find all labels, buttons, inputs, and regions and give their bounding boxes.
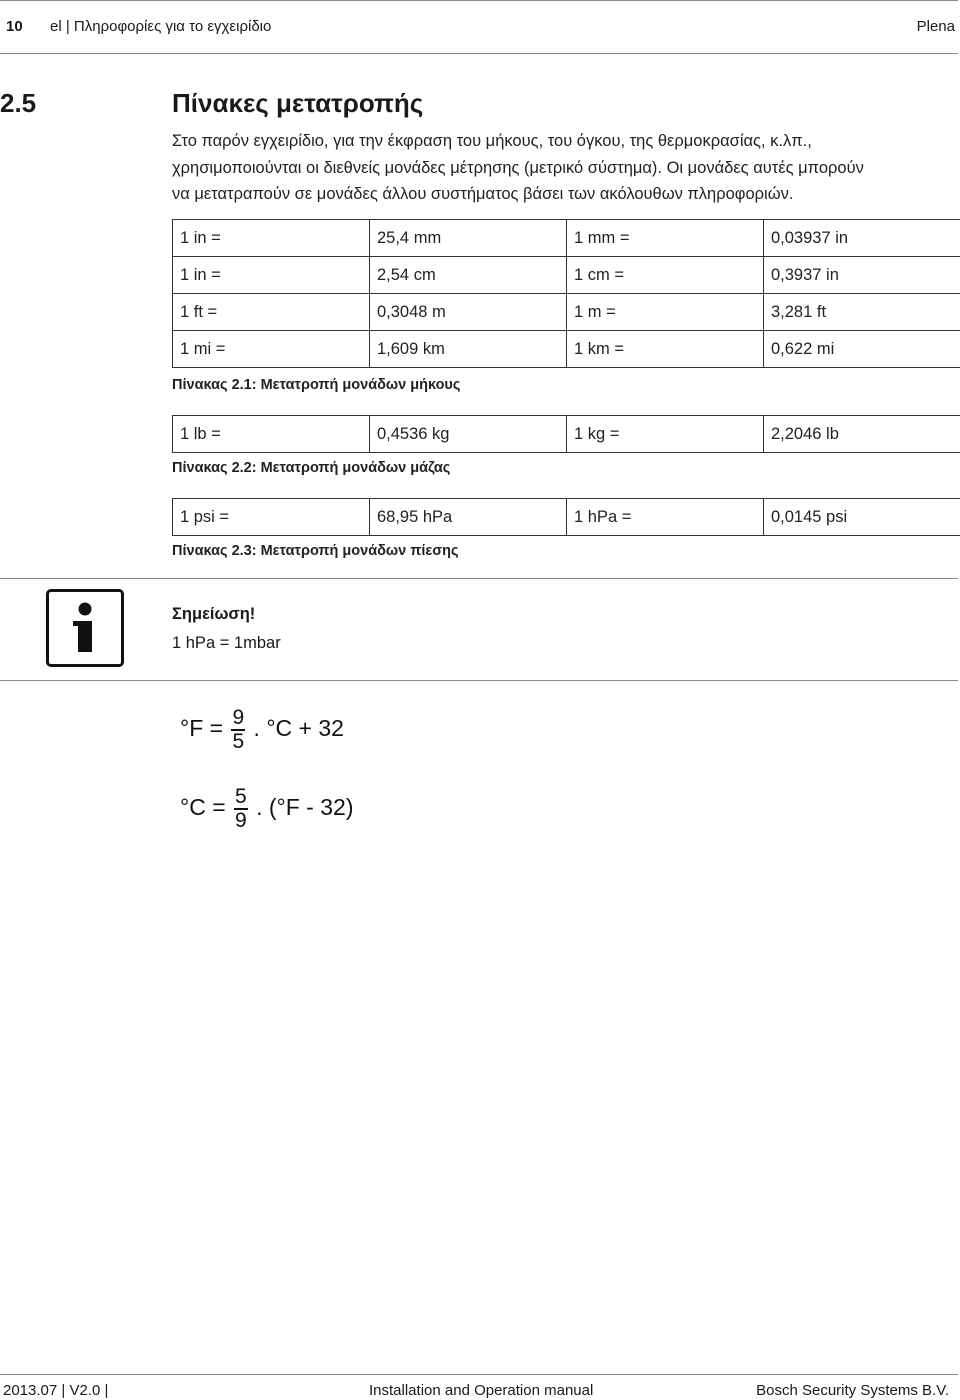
table-row	[173, 220, 960, 257]
table-cell: 1 in =	[173, 220, 370, 257]
table-cell: 2,54 cm	[370, 257, 567, 294]
table-row	[173, 416, 960, 453]
formula-lhs: °F =	[180, 715, 224, 742]
page-number: 10	[6, 18, 23, 35]
table-cell: 25,4 mm	[370, 220, 567, 257]
table-cell: 0,3048 m	[370, 294, 567, 331]
fraction-numerator: 5	[235, 785, 247, 808]
section-title: Πίνακες μετατροπής	[172, 88, 424, 118]
formula-lhs: °C =	[180, 794, 226, 821]
formula-rhs: . °C + 32	[253, 715, 344, 742]
table-cell: 0,622 mi	[764, 331, 960, 368]
note-text: 1 hPa = 1mbar	[172, 634, 281, 652]
mass-conversion-table	[172, 415, 960, 453]
header-divider	[0, 53, 958, 54]
formula-fraction	[231, 707, 245, 753]
intro-line: χρησιμοποιούνται οι διεθνείς μονάδες μέτρησης (μετρικό σύστημα). Οι μονάδες αυτές μπορούν	[172, 158, 864, 177]
table-cell: 1 kg =	[567, 416, 764, 453]
intro-paragraph	[172, 128, 952, 208]
footer-divider	[0, 1374, 958, 1375]
table-row	[173, 499, 960, 536]
footer-center: Installation and Operation manual	[369, 1382, 594, 1399]
table-cell: 1 in =	[173, 257, 370, 294]
table-cell: 1 m =	[567, 294, 764, 331]
section-number: 2.5	[0, 88, 37, 118]
pressure-conversion-table	[172, 498, 960, 536]
celsius-formula	[180, 786, 353, 832]
length-conversion-table	[172, 219, 960, 368]
footer-right: Bosch Security Systems B.V.	[756, 1382, 949, 1399]
intro-line: Στο παρόν εγχειρίδιο, για την έκφραση του μήκους, του όγκου, της θερμοκρασίας, κ.λπ.,	[172, 132, 812, 150]
note-title: Σημείωση!	[172, 605, 256, 623]
table-caption: Πίνακας 2.1: Μετατροπή μονάδων μήκους	[172, 377, 461, 393]
table-cell: 0,0145 psi	[764, 499, 960, 536]
table-cell: 0,3937 in	[764, 257, 960, 294]
footer-left: 2013.07 | V2.0 |	[3, 1382, 109, 1399]
formula-fraction	[234, 786, 248, 832]
formula-rhs: . (°F - 32)	[256, 794, 354, 821]
intro-line: να μετατραπούν σε μονάδες άλλου συστήματος βάσει των ακόλουθων πληροφοριών.	[172, 185, 794, 204]
table-cell: 1 ft =	[173, 294, 370, 331]
fraction-denominator: 9	[235, 809, 247, 832]
table-cell: 1 hPa =	[567, 499, 764, 536]
table-cell: 1 mm =	[567, 220, 764, 257]
table-cell: 1,609 km	[370, 331, 567, 368]
table-cell: 68,95 hPa	[370, 499, 567, 536]
table-cell: 1 mi =	[173, 331, 370, 368]
table-caption: Πίνακας 2.2: Μετατροπή μονάδων μάζας	[172, 460, 451, 476]
table-row	[173, 331, 960, 368]
table-cell: 1 km =	[567, 331, 764, 368]
table-cell: 2,2046 lb	[764, 416, 960, 453]
note-bottom-divider	[0, 680, 958, 681]
note-top-divider	[0, 578, 958, 579]
table-cell: 0,4536 kg	[370, 416, 567, 453]
fraction-numerator: 9	[232, 706, 245, 729]
header-right-text: Plena	[916, 18, 955, 35]
info-icon	[46, 589, 124, 667]
table-cell: 1 cm =	[567, 257, 764, 294]
table-cell: 3,281 ft	[764, 294, 960, 331]
table-caption: Πίνακας 2.3: Μετατροπή μονάδων πίεσης	[172, 543, 459, 559]
fahrenheit-formula	[180, 707, 344, 753]
table-row	[173, 257, 960, 294]
table-cell: 1 lb =	[173, 416, 370, 453]
header-left-text: el | Πληροφορίες για το εγχειρίδιο	[50, 18, 272, 35]
table-row	[173, 294, 960, 331]
table-cell: 0,03937 in	[764, 220, 960, 257]
table-cell: 1 psi =	[173, 499, 370, 536]
fraction-denominator: 5	[232, 730, 245, 753]
